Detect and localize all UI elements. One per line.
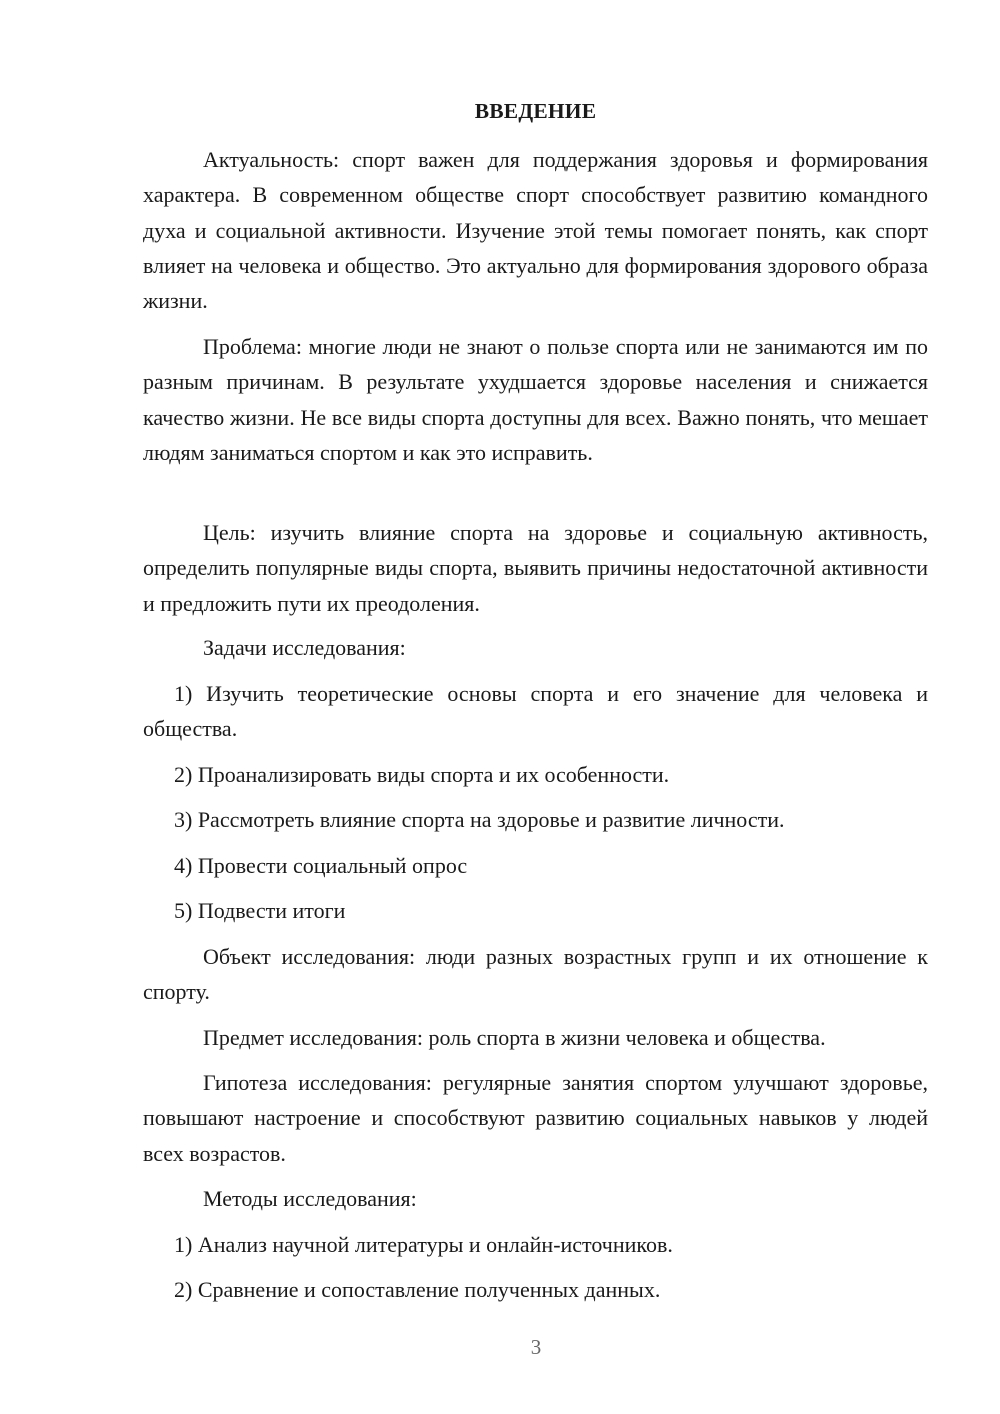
problem-paragraph: Проблема: многие люди не знают о пользе спорта или не занимаются им по разным причинам. В результате ухудшается здоровье населения и снижается качество жизни. Не все виды спорта доступны для всех. Важно понять, что мешает людям заниматься спортом и как это исправить. (143, 334, 928, 465)
tasks-heading: Задачи исследования: (203, 635, 406, 660)
relevance-paragraph: Актуальность: спорт важен для поддержания здоровья и формирования характера. В современном обществе спорт способствует развитию командного духа и социальной активности. Изучение этой темы помогает понять, как спорт влияет на человека и общество. Это актуально для формирования здорового образа жизни. (143, 147, 928, 314)
subject-paragraph: Предмет исследования: роль спорта в жизни человека и общества. (203, 1025, 826, 1050)
task-item-4: 4) Провести социальный опрос (174, 853, 468, 878)
goal-paragraph: Цель: изучить влияние спорта на здоровье и социальную активность, определить популярные виды спорта, выявить причины недостаточной активности и предложить пути их преодоления. (143, 520, 928, 616)
methods-heading: Методы исследования: (203, 1186, 417, 1211)
task-item-2: 2) Проанализировать виды спорта и их особенности. (174, 762, 670, 787)
method-item-2: 2) Сравнение и сопоставление полученных данных. (174, 1277, 661, 1302)
section-heading: ВВЕДЕНИЕ (474, 99, 597, 123)
task-item-1: 1) Изучить теоретические основы спорта и его значение для человека и общества. (143, 681, 928, 742)
hypothesis-paragraph: Гипотеза исследования: регулярные занятия спортом улучшают здоровье, повышают настроение и способствуют развитию социальных навыков у людей всех возрастов. (143, 1070, 928, 1166)
object-paragraph: Объект исследования: люди разных возрастных групп и их отношение к спорту. (143, 944, 928, 1005)
method-item-1: 1) Анализ научной литературы и онлайн-источников. (174, 1232, 673, 1257)
task-item-5: 5) Подвести итоги (174, 898, 346, 923)
page-number: 3 (530, 1335, 542, 1359)
task-item-3: 3) Рассмотреть влияние спорта на здоровье и развитие личности. (174, 807, 785, 832)
